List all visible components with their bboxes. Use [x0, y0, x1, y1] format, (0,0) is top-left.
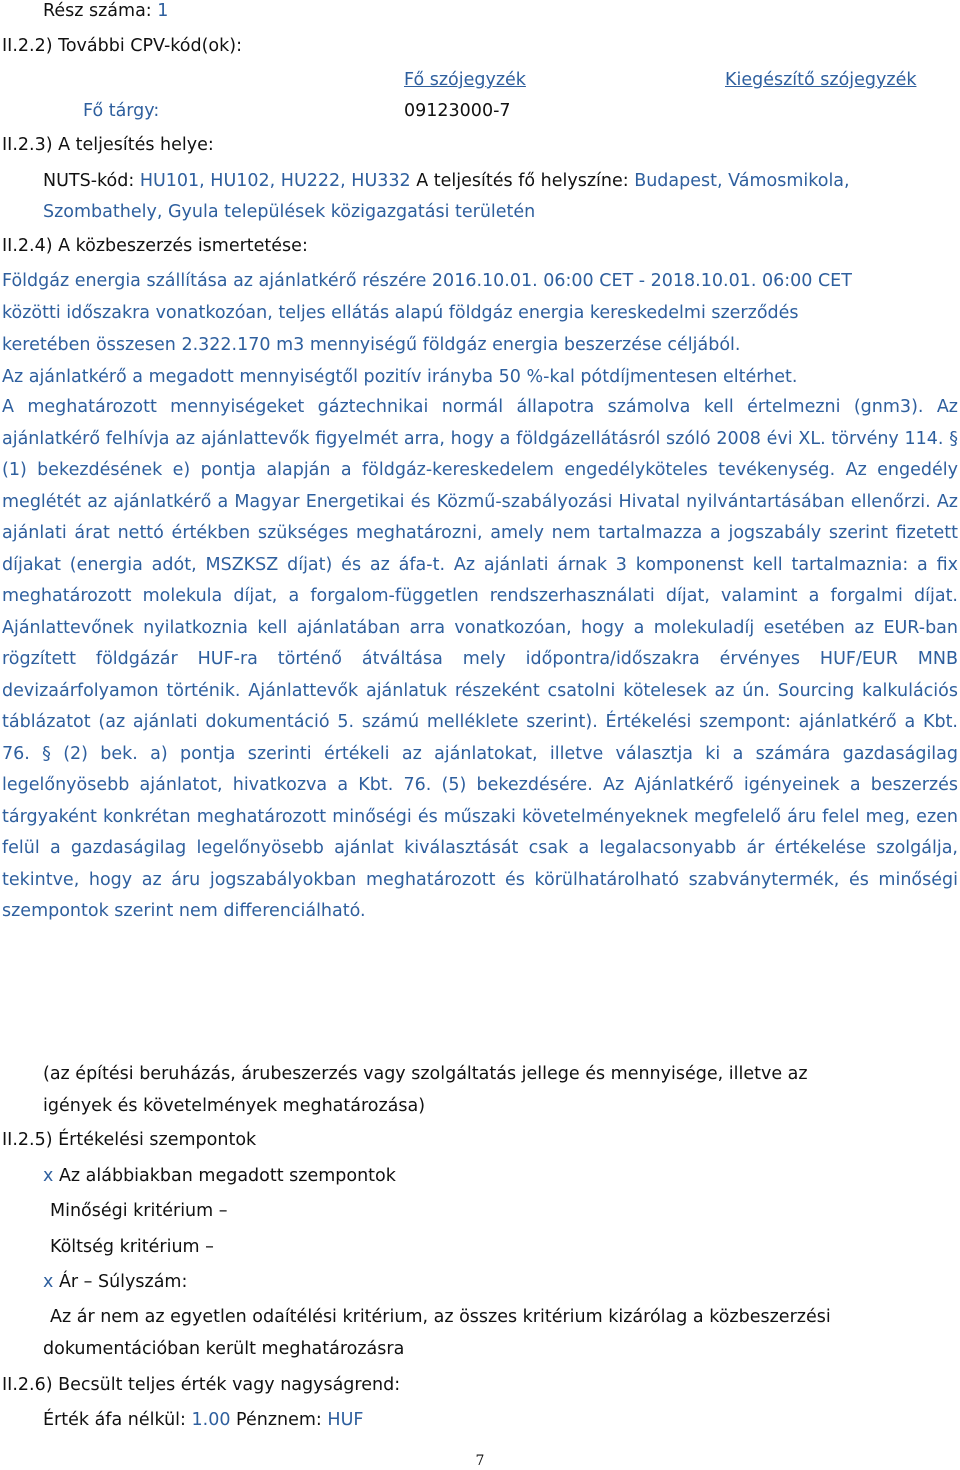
check-mark: x — [43, 1166, 54, 1186]
criteria-option-label: Az alábbiakban megadott szempontok — [58, 1166, 396, 1186]
description-line: közötti időszakra vonatkozóan, teljes ellátás alapú földgáz energia kereskedelmi szerződés — [2, 303, 799, 323]
page-number: 7 — [475, 1453, 485, 1469]
main-site-value: Budapest, Vámosmikola, — [634, 171, 850, 191]
price-weight-row — [43, 1271, 187, 1293]
price-note: Az ár nem az egyetlen odaítélési kritérium, az összes kritérium kizárólag a közbeszerzési — [50, 1307, 831, 1327]
nuts-label: NUTS-kód: — [43, 171, 135, 191]
value-amount: 1.00 — [191, 1410, 231, 1430]
value-label: Érték áfa nélkül: — [43, 1410, 186, 1430]
description-line: keretében összesen 2.322.170 m3 mennyiségű földgáz energia beszerzése céljából. — [2, 335, 741, 355]
description-line: Az ajánlatkérő a megadott mennyiségtől pozitív irányba 50 %-kal pótdíjmentesen eltérhet. — [2, 367, 798, 387]
criteria-heading: II.2.5) Értékelési szempontok — [2, 1130, 257, 1150]
main-object-code: 09123000-7 — [404, 101, 511, 121]
criteria-option — [43, 1165, 396, 1187]
place-heading: II.2.3) A teljesítés helye: — [2, 135, 214, 155]
description-heading: II.2.4) A közbeszerzés ismertetése: — [2, 236, 308, 256]
description-body: A meghatározott mennyiségeket gáztechnikai normál állapotra számolva kell értelmezni (gnm3). Az ajánlatkérő felhívja az ajánlattevők figyelmét arra, hogy a földgázellátásról szóló 2008 évi XL. törvény 114. § (1) bekezdésének e) pontja alapján a földgáz-kereskedelem engedélyköteles tevékenység. Az engedély meglétét az ajánlatkérő a Magyar Energetikai és Közmű-szabályozási Hivatal nyilvántartásában ellenőrzi. Az ajánlati árat nettó értékben szükséges meghatározni, amely nem tartalmazza a jogszabály szerint fizetett díjakat (energia adót, MSZKSZ díjat) és az áfa-t. Az ajánlati árnak 3 komponenst kell tartalmaznia: a fix meghatározott molekula díjat, a forgalom-független rendszerhasználati díjat, valamint a forgalmi díjat. Ajánlattevőnek nyilatkoznia kell ajánlatában arra vonatkozóan, hogy a molekuladíj esetében az EUR-ban rögzített földgázár HUF-ra történő átváltása mely időpontra/időszakra érvényes HUF/EUR MNB devizaárfolyamon történik. Ajánlattevők ajánlatuk részeként csatolni kötelesek az ún. Sourcing kalkulációs táblázatot (az ajánlati dokumentáció 5. számú melléklete szerint). Értékelési szempont: ajánlatkérő a Kbt. 76. § (2) bek. a) pontja szerinti értékeli az ajánlatokat, illetve választja ki a számára gazdaságilag legelőnyösebb ajánlatot, hivatkozva a Kbt. 76. (5) bekezdésére. Az Ajánlatkérő igényeinek a beszerzés tárgyaként konkrétan meghatározott minőségi és műszaki követelményeknek megfelelő áru felel meg, ezen felül a gazdaságilag legelőnyösebb ajánlat kiválasztását csak a legalacsonyabb ár értékelése szolgálja, tekintve, hogy az áru jogszabályokban meghatározott és körülhatárolható szabványtermék, és minőségi szempontok szerint nem differenciálható. — [2, 397, 958, 921]
description-line: Földgáz energia szállítása az ajánlatkérő részére 2016.10.01. 06:00 CET - 2018.10.01. 06:00 CET — [2, 271, 852, 291]
part-value: 1 — [157, 1, 169, 21]
quality-criterion: Minőségi kritérium – — [50, 1201, 228, 1221]
part-label: Rész száma: — [43, 1, 152, 21]
nature-note-cont: igények és követelmények meghatározása) — [43, 1096, 426, 1116]
part-number — [43, 0, 168, 22]
main-site-value-cont: Szombathely, Gyula települések közigazgatási területén — [43, 202, 536, 222]
main-site-label: A teljesítés fő helyszíne: — [416, 171, 629, 191]
cpv-heading: II.2.2) További CPV-kód(ok): — [2, 36, 243, 56]
main-vocab-header: Fő szójegyzék — [404, 70, 526, 90]
cost-criterion: Költség kritérium – — [50, 1237, 214, 1257]
value-row — [43, 1409, 363, 1431]
main-object-label: Fő tárgy: — [83, 101, 160, 121]
check-mark: x — [43, 1272, 54, 1292]
price-weight-label: Ár – Súlyszám: — [58, 1272, 188, 1292]
nuts-line — [43, 170, 850, 192]
currency-label: Pénznem: — [236, 1410, 322, 1430]
price-note-cont: dokumentációban került meghatározásra — [43, 1339, 405, 1359]
nature-note: (az építési beruházás, árubeszerzés vagy szolgáltatás jellege és mennyisége, illetve az — [43, 1064, 808, 1084]
value-heading: II.2.6) Becsült teljes érték vagy nagyságrend: — [2, 1375, 401, 1395]
currency-value: HUF — [327, 1410, 364, 1430]
nuts-codes: HU101, HU102, HU222, HU332 — [139, 171, 411, 191]
supp-vocab-header: Kiegészítő szójegyzék — [725, 70, 917, 90]
